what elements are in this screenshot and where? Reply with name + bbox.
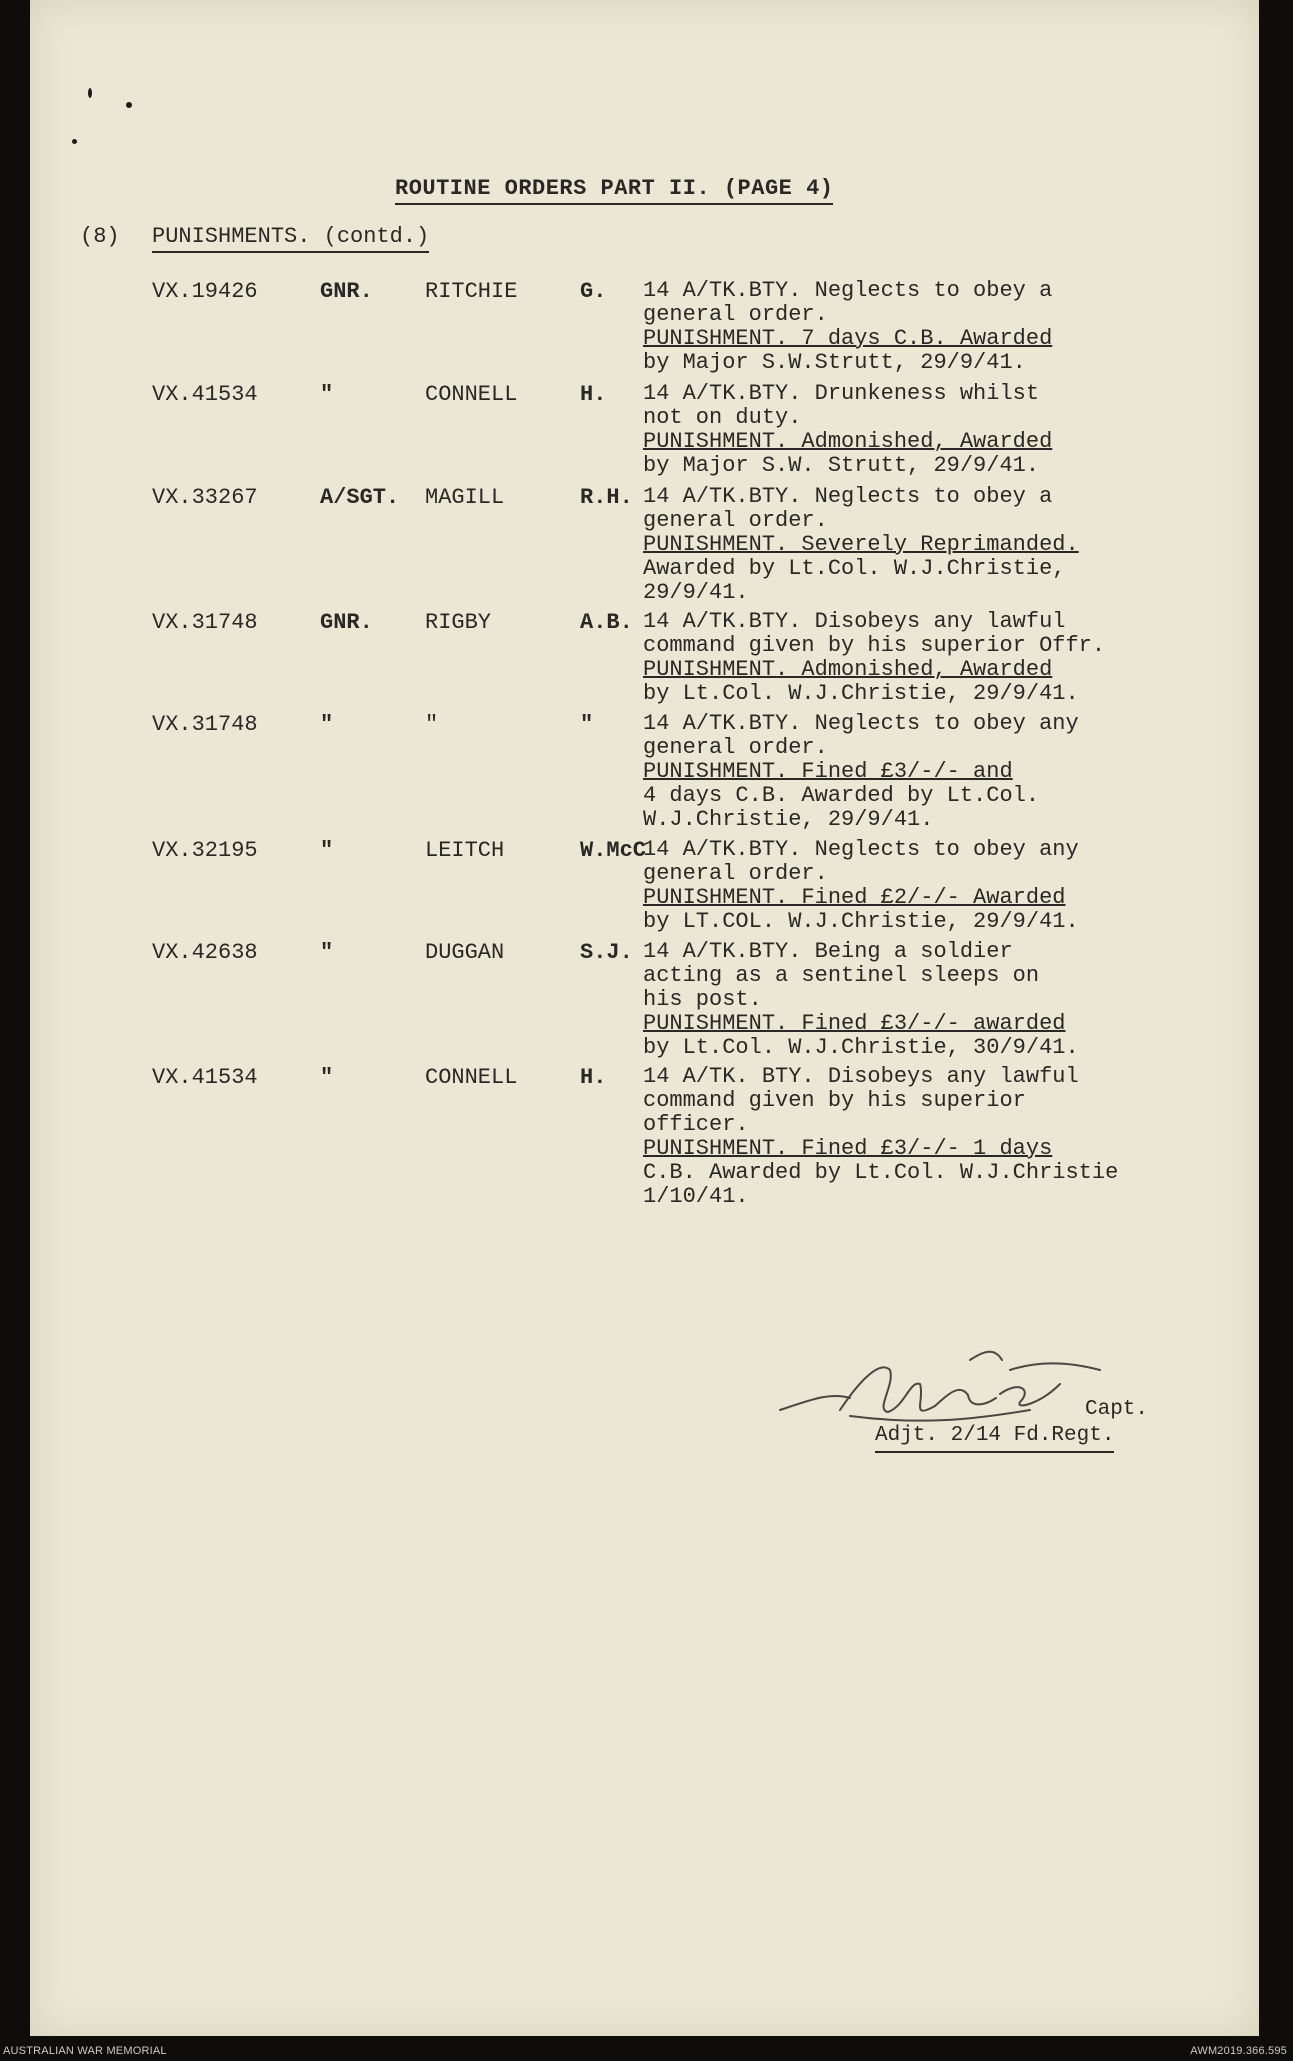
entry-detail-line: command given by his superior bbox=[643, 1088, 1026, 1113]
entry-detail-line: PUNISHMENT. Fined £3/-/- 1 days bbox=[643, 1136, 1053, 1161]
entry-rank: A/SGT. bbox=[320, 485, 400, 510]
entry-details bbox=[643, 940, 1079, 1060]
entry-detail-line: 14 A/TK. BTY. Disobeys any lawful bbox=[643, 1064, 1079, 1089]
ink-speck bbox=[88, 88, 92, 98]
entry-initials: W.McC bbox=[580, 838, 647, 863]
entry-details bbox=[643, 382, 1052, 478]
entry-surname: MAGILL bbox=[425, 485, 505, 510]
entry-surname: CONNELL bbox=[425, 382, 518, 407]
entry-detail-line: his post. bbox=[643, 987, 762, 1012]
entry-rank: " bbox=[320, 940, 334, 965]
entry-detail-line: general order. bbox=[643, 861, 828, 886]
entry-rank: " bbox=[320, 712, 334, 737]
entry-detail-line: 14 A/TK.BTY. Being a soldier bbox=[643, 939, 1013, 964]
entry-detail-line: PUNISHMENT. Fined £3/-/- awarded bbox=[643, 1011, 1066, 1036]
ink-speck bbox=[126, 102, 132, 108]
document-title: ROUTINE ORDERS PART II. (PAGE 4) bbox=[395, 176, 833, 205]
entry-initials: R.H. bbox=[580, 485, 633, 510]
footer-accession-number: AWM2019.366.595 bbox=[1190, 2045, 1287, 2057]
ink-speck bbox=[72, 139, 77, 144]
entry-rank: " bbox=[320, 1065, 334, 1090]
entry-detail-line: 14 A/TK.BTY. Neglects to obey a bbox=[643, 278, 1053, 303]
entry-detail-line: command given by his superior Offr. bbox=[643, 633, 1106, 658]
entry-detail-line: general order. bbox=[643, 508, 828, 533]
entry-surname: CONNELL bbox=[425, 1065, 518, 1090]
entry-rank: " bbox=[320, 382, 334, 407]
entry-rank: GNR. bbox=[320, 279, 373, 304]
entry-detail-line: 14 A/TK.BTY. Neglects to obey any bbox=[643, 711, 1079, 736]
entry-surname: RIGBY bbox=[425, 610, 492, 635]
entry-service-number: VX.41534 bbox=[152, 1065, 258, 1090]
entry-details bbox=[643, 279, 1052, 375]
entry-detail-line: acting as a sentinel sleeps on bbox=[643, 963, 1040, 988]
entry-details bbox=[643, 1065, 1118, 1209]
entry-initials: H. bbox=[580, 382, 607, 407]
entry-detail-line: PUNISHMENT. Fined £3/-/- and bbox=[643, 759, 1013, 784]
entry-detail-line: by Major S.W. Strutt, 29/9/41. bbox=[643, 453, 1040, 478]
entry-detail-line: PUNISHMENT. 7 days C.B. Awarded bbox=[643, 326, 1053, 351]
entry-initials: A.B. bbox=[580, 610, 633, 635]
entry-service-number: VX.33267 bbox=[152, 485, 258, 510]
signature-appointment: Adjt. 2/14 Fd.Regt. bbox=[875, 1424, 1114, 1453]
entry-rank: " bbox=[320, 838, 334, 863]
entry-detail-line: 4 days C.B. Awarded by Lt.Col. bbox=[643, 783, 1040, 808]
entry-detail-line: PUNISHMENT. Admonished, Awarded bbox=[643, 657, 1053, 682]
entry-surname: RITCHIE bbox=[425, 279, 518, 304]
entry-detail-line: by LT.COL. W.J.Christie, 29/9/41. bbox=[643, 909, 1079, 934]
entry-surname: DUGGAN bbox=[425, 940, 505, 965]
entry-initials: H. bbox=[580, 1065, 607, 1090]
entry-details bbox=[643, 485, 1079, 605]
entry-detail-line: not on duty. bbox=[643, 405, 802, 430]
entry-detail-line: 1/10/41. bbox=[643, 1184, 749, 1209]
entry-detail-line: 29/9/41. bbox=[643, 580, 749, 605]
entry-detail-line: by Major S.W.Strutt, 29/9/41. bbox=[643, 350, 1026, 375]
entry-details bbox=[643, 838, 1079, 934]
entry-detail-line: general order. bbox=[643, 735, 828, 760]
entry-detail-line: 14 A/TK.BTY. Neglects to obey any bbox=[643, 837, 1079, 862]
entry-service-number: VX.42638 bbox=[152, 940, 258, 965]
entry-details bbox=[643, 712, 1079, 832]
entry-service-number: VX.41534 bbox=[152, 382, 258, 407]
entry-service-number: VX.31748 bbox=[152, 610, 258, 635]
entry-detail-line: W.J.Christie, 29/9/41. bbox=[643, 807, 934, 832]
entry-initials: S.J. bbox=[580, 940, 633, 965]
entry-service-number: VX.31748 bbox=[152, 712, 258, 737]
section-number: (8) bbox=[80, 224, 120, 249]
entry-detail-line: C.B. Awarded by Lt.Col. W.J.Christie bbox=[643, 1160, 1119, 1185]
entry-detail-line: 14 A/TK.BTY. Neglects to obey a bbox=[643, 484, 1053, 509]
entry-detail-line: PUNISHMENT. Admonished, Awarded bbox=[643, 429, 1053, 454]
entry-detail-line: 14 A/TK.BTY. Disobeys any lawful bbox=[643, 609, 1066, 634]
footer-institution: AUSTRALIAN WAR MEMORIAL bbox=[3, 2045, 167, 2057]
entry-detail-line: by Lt.Col. W.J.Christie, 30/9/41. bbox=[643, 1035, 1079, 1060]
entry-initials: " bbox=[580, 712, 594, 737]
entry-rank: GNR. bbox=[320, 610, 373, 635]
section-heading: PUNISHMENTS. (contd.) bbox=[152, 224, 429, 253]
entry-detail-line: by Lt.Col. W.J.Christie, 29/9/41. bbox=[643, 681, 1079, 706]
entry-detail-line: PUNISHMENT. Fined £2/-/- Awarded bbox=[643, 885, 1066, 910]
entry-detail-line: Awarded by Lt.Col. W.J.Christie, bbox=[643, 556, 1066, 581]
signature-rank: Capt. bbox=[1085, 1398, 1149, 1421]
entry-service-number: VX.32195 bbox=[152, 838, 258, 863]
entry-detail-line: officer. bbox=[643, 1112, 749, 1137]
entry-detail-line: PUNISHMENT. Severely Reprimanded. bbox=[643, 532, 1079, 557]
entry-details bbox=[643, 610, 1105, 706]
entry-surname: LEITCH bbox=[425, 838, 505, 863]
entry-initials: G. bbox=[580, 279, 607, 304]
entry-detail-line: general order. bbox=[643, 302, 828, 327]
entry-surname: " bbox=[425, 712, 439, 737]
entry-detail-line: 14 A/TK.BTY. Drunkeness whilst bbox=[643, 381, 1040, 406]
entry-service-number: VX.19426 bbox=[152, 279, 258, 304]
